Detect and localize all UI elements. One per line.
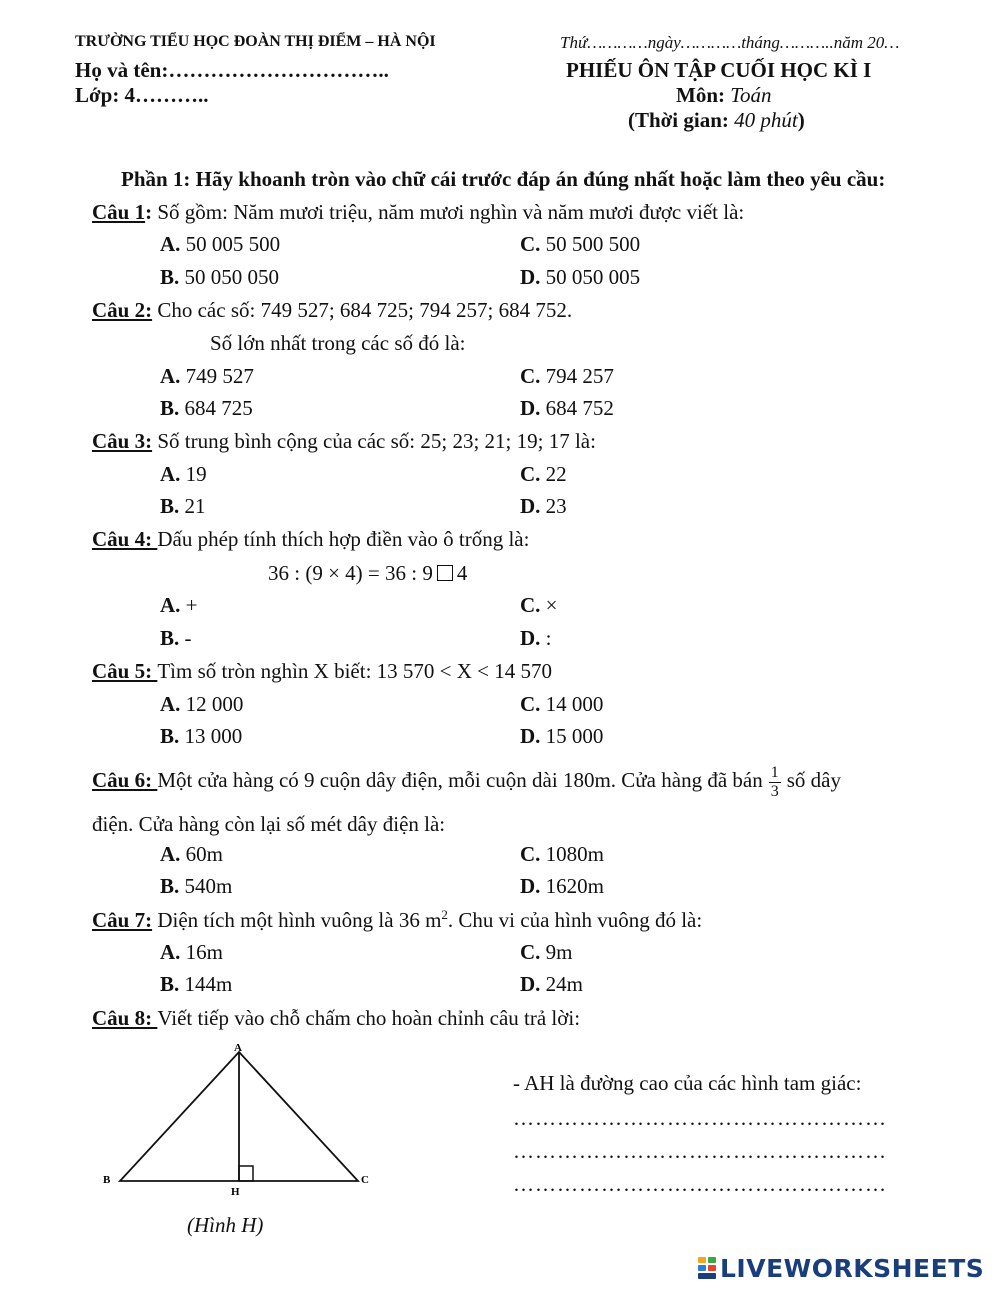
option-letter: D. [520,874,541,898]
expression-left: 36 : (9 × 4) = 36 : 9 [268,561,433,585]
triangle-figure [95,1038,395,1203]
option-text: 684 752 [545,396,614,420]
option-letter: B. [160,494,180,518]
liveworksheets-logo-text: LIVEWORKSHEETS [720,1254,985,1283]
question-4-label: Câu 4: [92,527,158,551]
option-text: × [540,593,558,617]
q6-option-a[interactable] [160,842,223,867]
q5-option-d[interactable] [520,724,603,749]
option-letter: B. [160,972,180,996]
q5-option-b[interactable] [160,724,242,749]
time-close: ) [797,108,805,132]
q4-option-c[interactable] [520,593,558,618]
question-6-text-after: số dây [786,768,841,792]
answer-line-3[interactable]: …………………………………………… [513,1172,887,1196]
answer-line-2[interactable]: …………………………………………… [513,1139,887,1163]
option-text: 50 050 050 [184,265,280,289]
option-text: 22 [545,462,567,486]
question-7-text: Diện tích một hình vuông là 36 m [152,908,442,932]
question-2-label: Câu 2: [92,298,153,322]
question-5 [92,659,552,684]
option-letter: C. [520,232,541,256]
q3-option-c[interactable] [520,462,567,487]
question-3-text: Số trung bình cộng của các số: 25; 23; 21; 19; 17 là: [152,429,596,453]
option-letter: C. [520,842,541,866]
question-7 [92,907,702,933]
option-letter: D. [520,265,541,289]
option-text: 1620m [545,874,605,898]
option-letter: C. [520,593,541,617]
q5-option-a[interactable] [160,692,243,717]
time-value: 40 phút [734,108,798,132]
option-letter: A. [160,692,181,716]
answer-prompt: - AH là đường cao của các hình tam giác: [513,1071,862,1095]
question-2-sub: Số lớn nhất trong các số đó là: [210,331,466,355]
option-letter: B. [160,724,180,748]
option-text: 15 000 [545,724,604,748]
question-5-label: Câu 5: [92,659,158,683]
option-text: 794 257 [545,364,614,388]
fraction [769,764,781,801]
q1-option-c[interactable] [520,232,640,257]
option-letter: A. [160,940,181,964]
date-line: Thứ…………ngày…………tháng………..năm 20… [560,33,900,52]
option-text: 9m [545,940,573,964]
q4-option-d[interactable] [520,626,552,651]
q4-option-b[interactable] [160,626,192,651]
liveworksheets-logo[interactable] [698,1254,984,1283]
figure-caption: (Hình H) [187,1213,264,1237]
q6-option-d[interactable] [520,874,604,899]
question-4-text: Dấu phép tính thích hợp điền vào ô trống là: [157,527,530,551]
option-text: 24m [545,972,584,996]
option-letter: D. [520,972,541,996]
q1-option-d[interactable] [520,265,640,290]
option-text: 19 [185,462,207,486]
question-2-text: Cho các số: 749 527; 684 725; 794 257; 684 752. [152,298,573,322]
student-name-field[interactable]: Họ và tên:………………………….. [75,58,389,82]
option-text: 50 005 500 [185,232,281,256]
option-text: 749 527 [185,364,254,388]
question-5-text: Tìm số tròn nghìn X biết: 13 570 < X < 14 570 [157,659,553,683]
option-letter: A. [160,593,181,617]
superscript: 2 [441,907,448,922]
subject-label: Môn: [676,83,725,107]
fraction-numerator: 1 [770,763,779,781]
blank-box[interactable] [437,565,453,581]
q3-option-d[interactable] [520,494,567,519]
q7-option-d[interactable] [520,972,583,997]
option-letter: A. [160,842,181,866]
part1-title: Phần 1: Hãy khoanh tròn vào chữ cái trước đáp án đúng nhất hoặc làm theo yêu cầu: [121,167,886,191]
question-3-label: Câu 3: [92,429,153,453]
question-3 [92,429,596,454]
option-text: 540m [184,874,233,898]
subject-line [676,83,772,108]
option-text: - [179,626,192,650]
q3-option-a[interactable] [160,462,207,487]
option-text: 13 000 [184,724,243,748]
question-6-label: Câu 6: [92,768,158,792]
option-text: : [540,626,552,650]
sheet-title: PHIẾU ÔN TẬP CUỐI HỌC KÌ I [566,58,872,82]
question-6 [92,757,841,803]
question-7-text-after: . Chu vi của hình vuông đó là: [447,908,703,932]
question-8-text: Viết tiếp vào chỗ chấm cho hoàn chỉnh câu trả lời: [157,1006,581,1030]
option-text: 16m [185,940,224,964]
liveworksheets-logo-icon [698,1257,716,1279]
option-letter: A. [160,364,181,388]
q7-option-a[interactable] [160,940,223,965]
option-letter: B. [160,626,180,650]
q5-option-c[interactable] [520,692,603,717]
option-letter: A. [160,232,181,256]
question-1-colon: : [145,200,153,224]
vertex-c-label: C [361,1174,369,1186]
option-text: 60m [185,842,224,866]
question-1-label: Câu 1 [92,200,146,224]
option-text: 1080m [545,842,605,866]
option-letter: A. [160,462,181,486]
q1-option-b[interactable] [160,265,279,290]
option-letter: B. [160,396,180,420]
subject-value: Toán [730,83,772,107]
vertex-h-label: H [231,1186,240,1198]
option-letter: B. [160,265,180,289]
question-6-text: Một cửa hàng có 9 cuộn dây điện, mỗi cuộn dài 180m. Cửa hàng đã bán [157,768,763,792]
question-6-text2: điện. Cửa hàng còn lại số mét dây điện là: [92,812,446,836]
option-letter: C. [520,462,541,486]
q2-option-a[interactable] [160,364,254,389]
question-8 [92,1006,580,1031]
right-angle-mark [239,1166,253,1181]
option-letter: C. [520,364,541,388]
question-1 [92,200,744,225]
q7-option-c[interactable] [520,940,573,965]
answer-line-1[interactable]: …………………………………………… [513,1106,887,1130]
option-text: + [180,593,198,617]
q7-option-b[interactable] [160,972,232,997]
option-text: 684 725 [184,396,253,420]
question-2 [92,298,572,323]
question-4-expression [268,561,467,586]
q1-option-a[interactable] [160,232,280,257]
q2-option-c[interactable] [520,364,614,389]
vertex-b-label: B [103,1174,111,1186]
expression-right: 4 [456,561,468,585]
option-letter: C. [520,692,541,716]
option-text: 50 050 005 [545,265,641,289]
fraction-denominator: 3 [770,782,779,800]
option-letter: D. [520,494,541,518]
question-1-text: Số gồm: Năm mươi triệu, năm mươi nghìn và năm mươi được viết là: [152,200,745,224]
q6-option-b[interactable] [160,874,232,899]
option-letter: D. [520,396,541,420]
option-text: 144m [184,972,233,996]
option-text: 50 500 500 [545,232,641,256]
option-letter: D. [520,724,541,748]
option-text: 14 000 [545,692,604,716]
q2-option-d[interactable] [520,396,614,421]
question-8-label: Câu 8: [92,1006,158,1030]
school-name: TRƯỜNG TIỂU HỌC ĐOÀN THỊ ĐIỂM – HÀ NỘI [75,33,436,50]
option-text: 21 [184,494,206,518]
q3-option-b[interactable] [160,494,206,519]
option-letter: B. [160,874,180,898]
option-text: 12 000 [185,692,244,716]
question-7-label: Câu 7: [92,908,153,932]
q6-option-c[interactable] [520,842,604,867]
time-label: (Thời gian: [628,108,729,132]
question-4 [92,527,529,552]
class-field[interactable]: Lớp: 4……….. [75,83,209,107]
option-text: 23 [545,494,567,518]
option-letter: D. [520,626,541,650]
vertex-a-label: A [234,1042,242,1054]
option-letter: C. [520,940,541,964]
q2-option-b[interactable] [160,396,253,421]
q4-option-a[interactable] [160,593,198,618]
time-line [628,108,805,133]
